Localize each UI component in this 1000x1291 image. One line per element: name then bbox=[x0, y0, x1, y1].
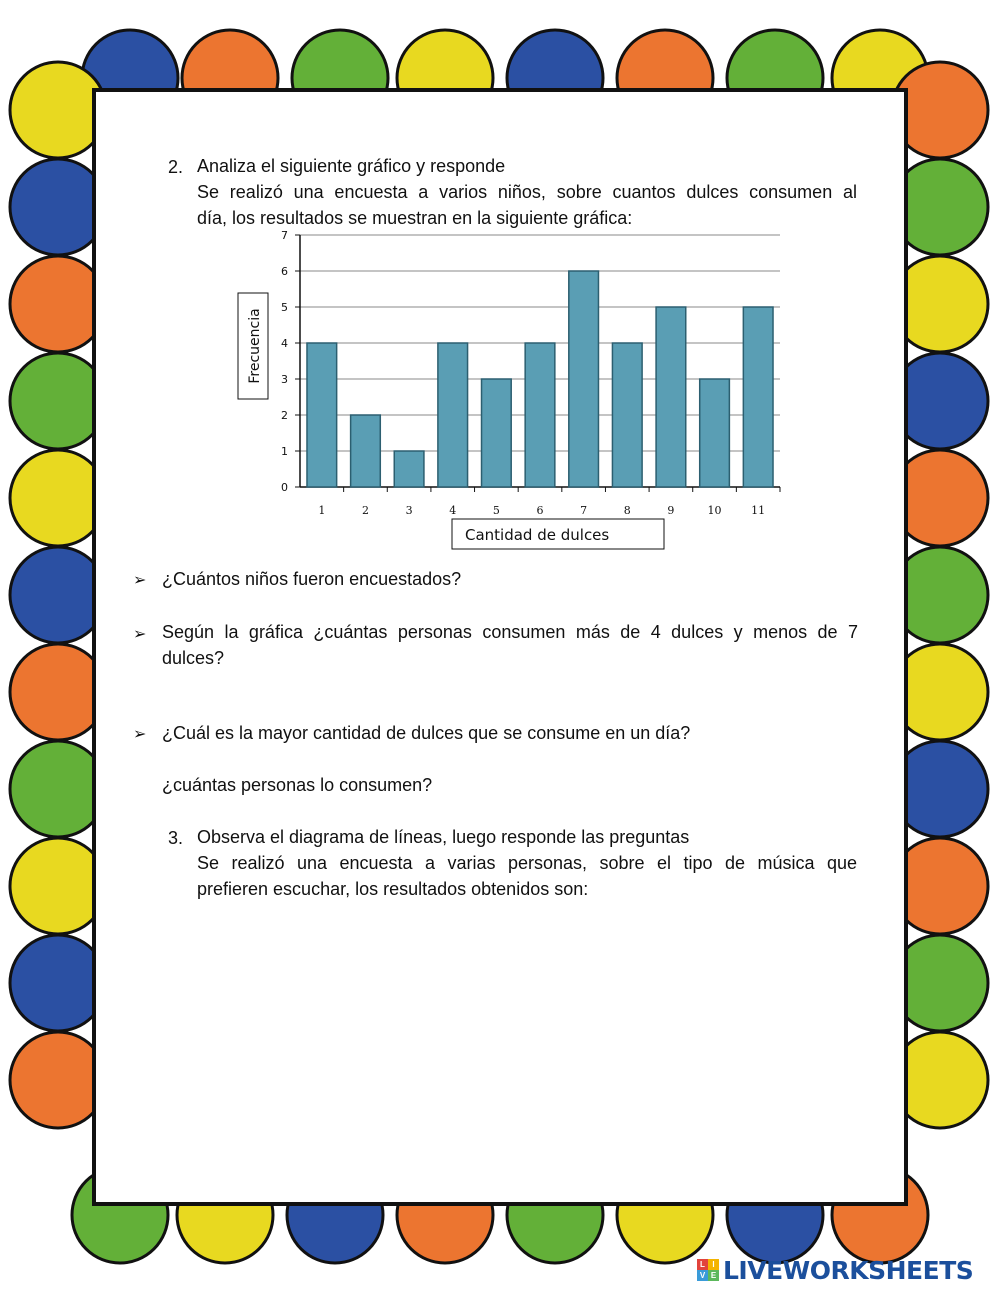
bar-chart bbox=[230, 225, 790, 555]
x-tick-label: 5 bbox=[492, 504, 500, 517]
x-tick-label: 2 bbox=[361, 504, 369, 517]
question-3: ¿Cuál es la mayor cantidad de dulces que se consume en un día? bbox=[162, 723, 691, 743]
y-axis-label: Frecuencia bbox=[247, 308, 263, 384]
section-2-number: 2. bbox=[168, 157, 184, 177]
logo-text: LIVEWORKSHEETS bbox=[723, 1255, 974, 1285]
section-2-line-2: día, los resultados se muestran en la siguiente gráfica: bbox=[197, 208, 633, 228]
bar bbox=[351, 415, 381, 487]
bar bbox=[656, 307, 686, 487]
bar bbox=[743, 307, 773, 487]
section-2-line-1: Se realizó una encuesta a varios niños, sobre cuantos dulces consumen al bbox=[197, 182, 857, 202]
question-3-sub: ¿cuántas personas lo consumen? bbox=[162, 775, 433, 795]
bullet-arrow-icon: ➢ bbox=[133, 726, 147, 743]
bar bbox=[700, 379, 730, 487]
bullet-arrow-icon: ➢ bbox=[133, 626, 147, 643]
y-tick-label: 6 bbox=[281, 265, 288, 278]
section-2-title: Analiza el siguiente gráfico y responde bbox=[197, 156, 506, 176]
bar bbox=[482, 379, 512, 487]
y-tick-label: 2 bbox=[281, 409, 288, 422]
bar bbox=[569, 271, 599, 487]
x-tick-label: 4 bbox=[449, 504, 457, 517]
liveworksheets-logo bbox=[697, 1255, 973, 1285]
section-3-line-2: prefieren escuchar, los resultados obtenidos son: bbox=[197, 879, 589, 899]
x-tick-label: 10 bbox=[707, 504, 722, 517]
y-tick-label: 1 bbox=[281, 445, 288, 458]
question-1: ¿Cuántos niños fueron encuestados? bbox=[162, 569, 462, 589]
question-2-line-2: dulces? bbox=[162, 648, 225, 668]
y-tick-label: 0 bbox=[281, 481, 288, 494]
logo-badge-icon: L I V E bbox=[697, 1259, 719, 1281]
x-tick-label: 8 bbox=[623, 504, 631, 517]
y-tick-label: 4 bbox=[281, 337, 288, 350]
bar bbox=[307, 343, 337, 487]
bar bbox=[438, 343, 468, 487]
bar bbox=[394, 451, 424, 487]
bar bbox=[612, 343, 642, 487]
question-2-line-1: Según la gráfica ¿cuántas personas consumen más de 4 dulces y menos de 7 bbox=[162, 622, 858, 642]
x-tick-label: 9 bbox=[667, 504, 675, 517]
x-tick-label: 11 bbox=[751, 504, 766, 517]
x-axis-label: Cantidad de dulces bbox=[465, 526, 610, 544]
y-tick-label: 3 bbox=[281, 373, 288, 386]
section-3-line-1: Se realizó una encuesta a varias personas, sobre el tipo de música que bbox=[197, 853, 857, 873]
x-tick-label: 1 bbox=[318, 504, 326, 517]
y-tick-label: 5 bbox=[281, 301, 288, 314]
y-tick-label: 7 bbox=[281, 229, 288, 242]
section-3-title: Observa el diagrama de líneas, luego responde las preguntas bbox=[197, 827, 690, 847]
bullet-arrow-icon: ➢ bbox=[133, 572, 147, 589]
x-tick-label: 7 bbox=[580, 504, 588, 517]
bar bbox=[525, 343, 555, 487]
x-tick-label: 3 bbox=[405, 504, 413, 517]
section-3-number: 3. bbox=[168, 828, 184, 848]
x-tick-label: 6 bbox=[536, 504, 544, 517]
